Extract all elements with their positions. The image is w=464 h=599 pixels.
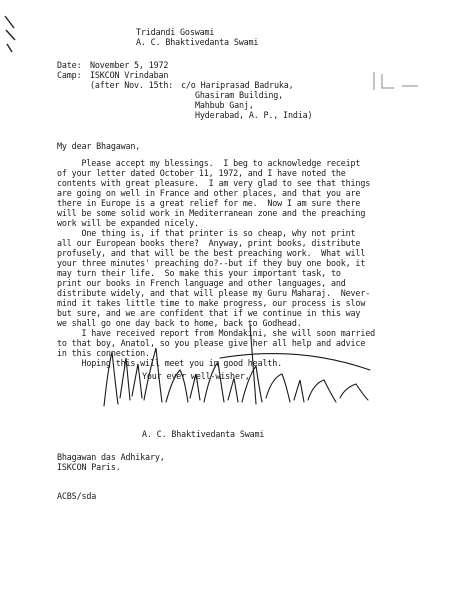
handwritten-signature (100, 318, 375, 414)
recipient-name: Bhagawan das Adhikary, (57, 452, 165, 462)
address-line: Ghasiram Building, (195, 90, 284, 100)
date-label: Date: (57, 60, 82, 70)
after-note: (after Nov. 15th: (90, 80, 174, 90)
body-line: to that boy, Anatol, so you please give her all help and advice (57, 338, 366, 348)
letterhead-name: A. C. Bhaktivedanta Swami (136, 37, 259, 47)
body-line: we shall go one day back to home, back to Godhead. (57, 318, 302, 328)
body-line: all our European books there? Anyway, print books, distribute (57, 238, 361, 248)
handwritten-corner-mark (2, 14, 18, 54)
camp-value: ISKCON Vrindaban (90, 70, 169, 80)
body-line: will be some solid work in Mediterranean zone and the preaching (57, 208, 366, 218)
body-line: One thing is, if that printer is so cheap, why not print (57, 228, 356, 238)
body-line: contents with great pleasure. I am very glad to see that things (57, 178, 371, 188)
salutation: My dear Bhagawan, (57, 141, 141, 151)
body-line: distribute widely, and that will please my Guru Maharaj. Never- (57, 288, 371, 298)
body-line: of your letter dated October 11, 1972, and I have noted the (57, 168, 346, 178)
address-line: c/o Hariprasad Badruka, (181, 80, 294, 90)
body-line: work will be expanded nicely. (57, 218, 199, 228)
body-line: Hoping this will meet you in good health. (57, 358, 283, 368)
body-line: but sure, and we are confident that if we continue in this way (57, 308, 361, 318)
body-line: may turn their life. So make this your important task, to (57, 268, 341, 278)
body-line: mind it takes little time to make progress, our process is slow (57, 298, 366, 308)
recipient-location: ISKCON Paris. (57, 462, 121, 472)
closing: Your ever well-wisher, (142, 371, 250, 381)
body-line: I have received report from Mondakini, she will soon married (57, 328, 375, 338)
body-line: there in Europe is a great relief for me. Now I am sure there (57, 198, 361, 208)
address-line: Mahbub Ganj, (195, 100, 254, 110)
camp-label: Camp: (57, 70, 82, 80)
body-line: in this connection. (57, 348, 150, 358)
body-line: your three minutes' preaching do?--but if they buy one book, it (57, 258, 366, 268)
typist-initials: ACBS/sda (57, 491, 97, 501)
body-line: print our books in French language and other languages, and (57, 278, 346, 288)
handwritten-margin-mark (372, 66, 422, 96)
body-line: profusely, and that will be the best preaching work. What will (57, 248, 366, 258)
signature-name: A. C. Bhaktivedanta Swami (142, 429, 265, 439)
letterhead-title: Tridandi Goswami (136, 27, 215, 37)
date-value: November 5, 1972 (90, 60, 169, 70)
body-line: Please accept my blessings. I beg to acknowledge receipt (57, 158, 361, 168)
body-line: are going on well in France and other places, and that you are (57, 188, 361, 198)
address-line: Hyderabad, A. P., India) (195, 110, 313, 120)
